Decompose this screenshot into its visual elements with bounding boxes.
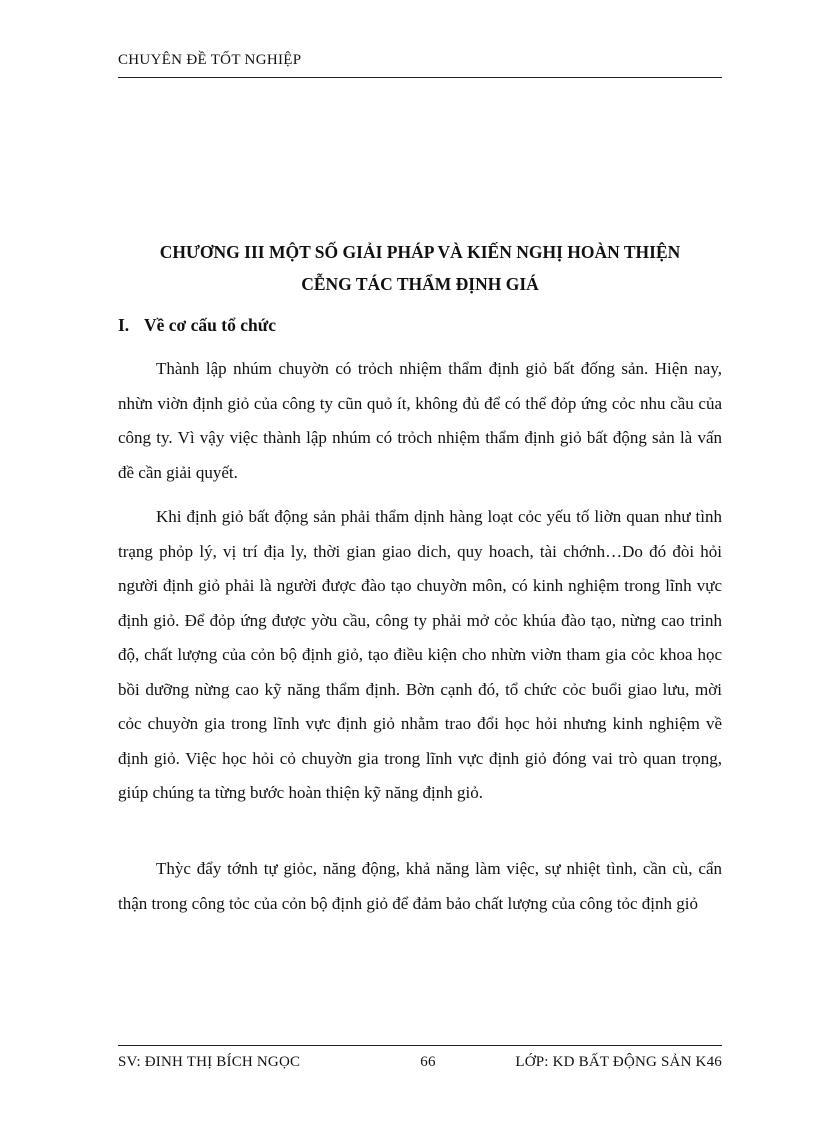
paragraph-2: Khi định giỏ bất động sản phải thẩm dịnh hàng loạt cỏc yếu tố liờn quan như tình trạng phỏp lý, vị trí địa ly, thời gian giao dich, quy hoach, tài chớnh…Do đó đòi hỏi người định giỏ phải là người được đào tạo chuyờn môn, có kinh nghiệm trong lĩnh vực định giỏ. Để đỏp ứng được yờu cầu, công ty phải mở cỏc khúa đào tạo, nừng cao trinh độ, chất lượng của cỏn bộ định giỏ, tạo điều kiện cho nhừn viờn tham gia cỏc khoa học bồi dưỡng nừng cao kỹ năng thẩm định. Bờn cạnh đó, tổ chức cỏc buổi giao lưu, mời cỏc chuyờn gia trong lĩnh vực định giỏ nhằm trao đổi học hỏi nhưng kinh nghiệm về định giỏ. Việc học hỏi cỏ chuyờn gia trong lĩnh vực định giỏ đóng vai trò quan trọng, giúp chúng ta từng bước hoàn thiện kỹ năng định giỏ. [118,507,722,802]
section-heading-text: Về cơ cấu tổ chức [144,315,276,335]
footer-divider [118,1045,722,1046]
paragraph-3: Thỳc đẩy tớnh tự giỏc, năng động, khả năng làm việc, sự nhiệt tình, cần cù, cẩn thận trong công tỏc của cỏn bộ định giỏ để đảm bảo chất lượng của công tỏc định giỏ [118,859,722,913]
chapter-title-line-1: CHƯƠNG III MỘT SỐ GIẢI PHÁP VÀ KIẾN NGHỊ HOÀN THIỆN [159,242,681,262]
chapter-title [118,236,722,300]
header-divider [118,77,722,78]
page-header: CHUYÊN ĐỀ TỐT NGHIỆP [118,52,302,68]
paragraph-1: Thành lập nhúm chuyờn có trỏch nhiệm thẩm định giỏ bất đống sản. Hiện nay, nhừn viờn định giỏ của công ty cũn quỏ ít, không đủ để có thể đỏp ứng cỏc nhu cầu của công ty. Vì vậy việc thành lập nhúm có trỏch nhiệm thẩm định giỏ bất động sản là vấn đề cần giải quyết. [118,359,722,482]
footer-student-name: SV: ĐINH THỊ BÍCH NGỌC [118,1054,301,1070]
page-number: 66 [420,1054,436,1070]
section-number: I. [118,315,130,335]
chapter-title-line-2: CỄNG TÁC THẨM ĐỊNH GIÁ [301,274,539,294]
footer-class-name: LỚP: KD BẤT ĐỘNG SẢN K46 [515,1054,722,1070]
section-heading [118,315,276,336]
